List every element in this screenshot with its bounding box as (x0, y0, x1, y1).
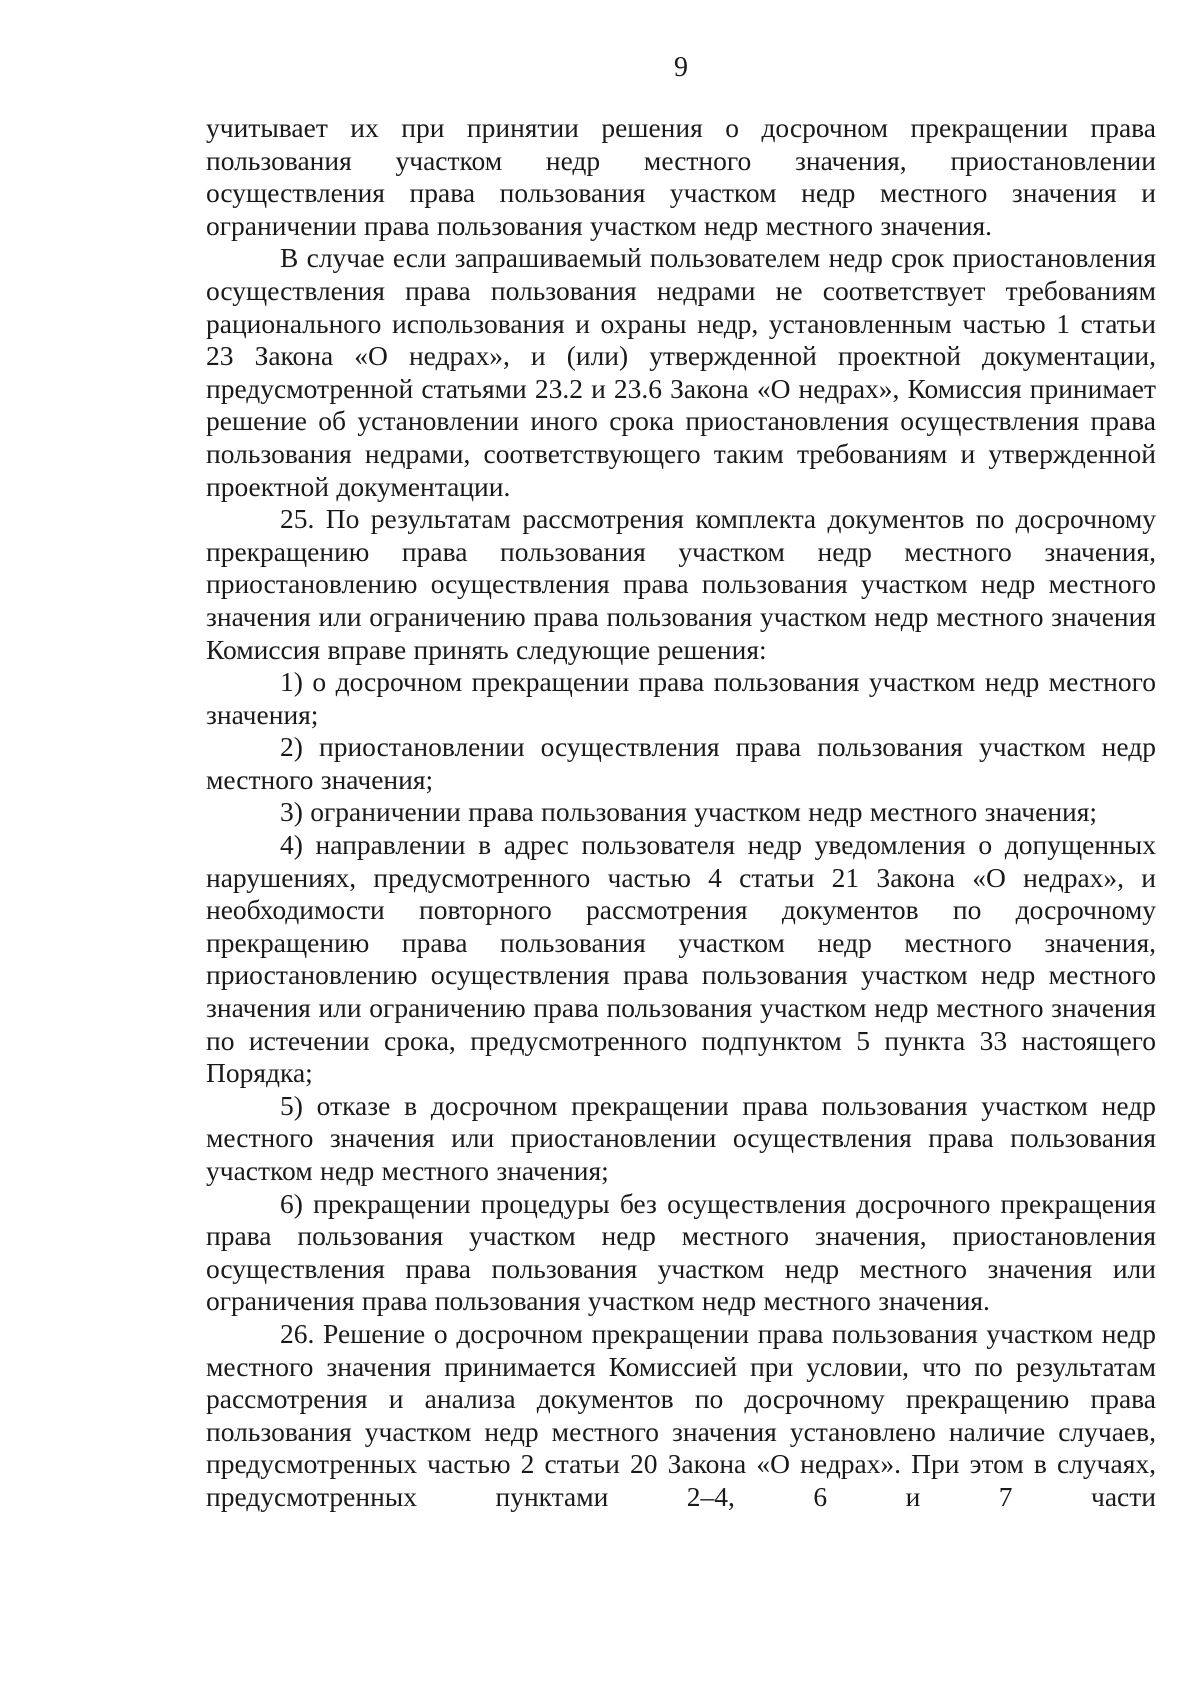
subitem-2: 2) приостановлении осуществления права пользования участком недр местного значения; (206, 731, 1156, 795)
subitem-4: 4) направлении в адрес пользователя недр уведомления о допущенных нарушениях, предусмотренного частью 4 статьи 21 Закона «О недрах», и необходимости повторного рассмотрения документов по досрочному прекращению права пользования участком недр местного значения, приостановлению осуществления права пользования участком недр местного значения или ограничению права пользования участком недр местного значения по истечении срока, предусмотренного подпунктом 5 пункта 33 настоящего Порядка; (206, 829, 1156, 1089)
paragraph-item-25: 25. По результатам рассмотрения комплекта документов по досрочному прекращению права пользования участком недр местного значения, приостановлению осуществления права пользования участком недр местного значения или ограничению права пользования участком недр местного значения Комиссия вправе принять следующие решения: (206, 503, 1156, 665)
paragraph-item-26: 26. Решение о досрочном прекращении права пользования участком недр местного значения принимается Комиссией при условии, что по результатам рассмотрения и анализа документов по досрочному прекращению права пользования участком недр местного значения установлено наличие случаев, предусмотренных частью 2 статьи 20 Закона «О недрах». При этом в случаях, предусмотренных пунктами 2–4, 6 и 7 части (206, 1317, 1156, 1512)
paragraph: В случае если запрашиваемый пользователем недр срок приостановления осуществления права пользования недрами не соответствует требованиям рационального использования и охраны недр, установленным частью 1 статьи 23 Закона «О недрах», и (или) утвержденной проектной документации, предусмотренной статьями 23.2 и 23.6 Закона «О недрах», Комиссия принимает решение об установлении иного срока приостановления осуществления права пользования недрами, соответствующего таким требованиям и утвержденной проектной документации. (206, 242, 1156, 502)
subitem-6: 6) прекращении процедуры без осуществления досрочного прекращения права пользования участком недр местного значения, приостановления осуществления права пользования участком недр местного значения или ограничения права пользования участком недр местного значения. (206, 1187, 1156, 1317)
page-number-text: 9 (674, 52, 688, 83)
subitem-3: 3) ограничении права пользования участком недр местного значения; (280, 796, 1098, 828)
document-body (206, 112, 1156, 1514)
subitem-5: 5) отказе в досрочном прекращении права пользования участком недр местного значения или приостановлении осуществления права пользования участком недр местного значения; (206, 1089, 1156, 1186)
subitem-1: 1) о досрочном прекращении права пользования участком недр местного значения; (206, 666, 1156, 730)
paragraph: учитывает их при принятии решения о досрочном прекращении права пользования участком недр местного значения, приостановлении осуществления права пользования участком недр местного значения и ограничении права пользования участком недр местного значения. (206, 112, 1156, 241)
page-number (0, 52, 1200, 84)
